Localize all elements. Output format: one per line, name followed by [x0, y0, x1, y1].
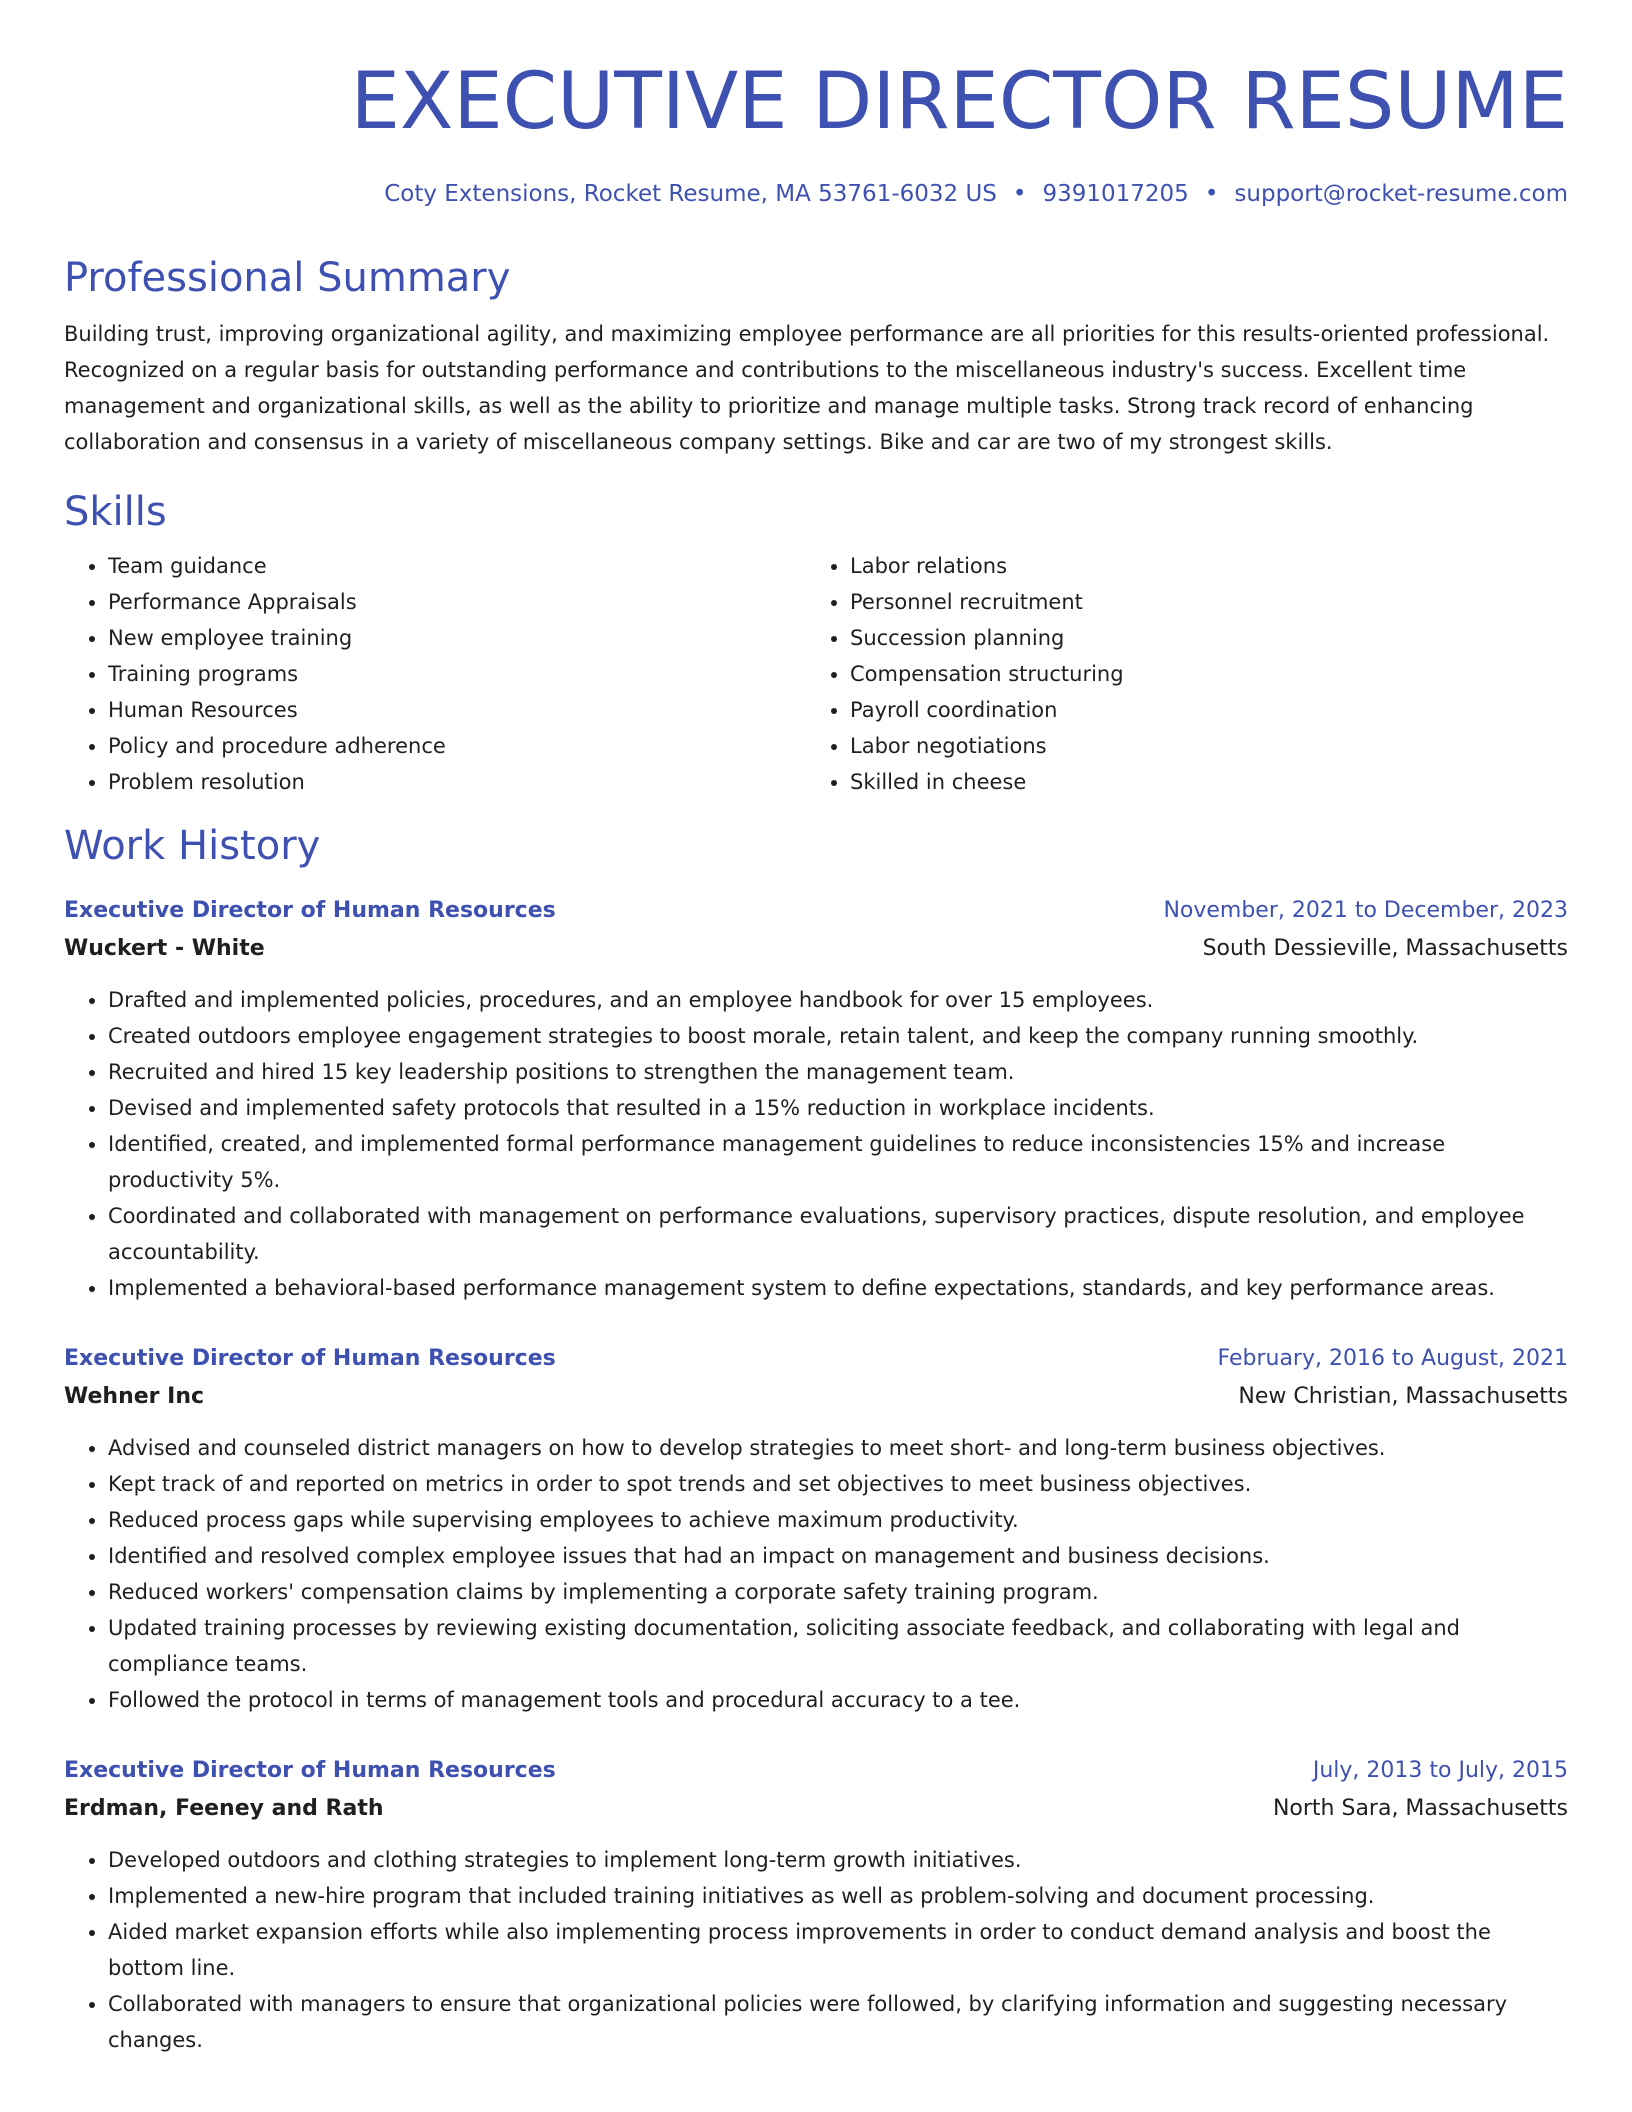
job-bullet: • Aided market expansion efforts while also implementing process improvements in order to conduct demand analysis and boost the bottom line. — [108, 1914, 1568, 1986]
job-company: Wuckert - White — [64, 936, 265, 961]
job-title-row — [64, 892, 1568, 930]
job-bullet: • Identified, created, and implemented formal performance management guidelines to reduce inconsistencies 15% and increase productivity 5%. — [108, 1126, 1568, 1198]
job-location: New Christian, Massachusetts — [1238, 1384, 1568, 1409]
skill-item: • Training programs — [108, 656, 806, 692]
job-location: North Sara, Massachusetts — [1272, 1796, 1568, 1821]
skill-item: • Succession planning — [850, 620, 1548, 656]
job-title: Executive Director of Human Resources — [64, 1346, 556, 1371]
job-company: Erdman, Feeney and Rath — [64, 1796, 384, 1821]
job-bullet: • Reduced process gaps while supervising employees to achieve maximum productivity. — [108, 1502, 1568, 1538]
job-bullet: • Created outdoors employee engagement strategies to boost morale, retain talent, and keep the company running smoothly. — [108, 1018, 1568, 1054]
job-bullet: • Collaborated with managers to ensure that organizational policies were followed, by clarifying information and suggesting necessary changes. — [108, 1986, 1568, 2058]
job-bullet: • Devised and implemented safety protocols that resulted in a 15% reduction in workplace incidents. — [108, 1090, 1568, 1126]
skill-item: • Personnel recruitment — [850, 584, 1548, 620]
job-location: South Dessieville, Massachusetts — [1202, 936, 1568, 961]
job-company-row — [64, 1378, 1568, 1416]
contact-phone[interactable]: 9391017205 — [1042, 181, 1189, 207]
skill-item: • Payroll coordination — [850, 692, 1548, 728]
summary-heading: Professional Summary — [64, 255, 511, 301]
skill-item: • Policy and procedure adherence — [108, 728, 806, 764]
job-bullet: • Followed the protocol in terms of management tools and procedural accuracy to a tee. — [108, 1682, 1568, 1718]
skills-heading: Skills — [64, 489, 167, 535]
job-bullet: • Drafted and implemented policies, procedures, and an employee handbook for over 15 employees. — [108, 982, 1568, 1018]
skill-item: • Team guidance — [108, 548, 806, 584]
job-bullet: • Developed outdoors and clothing strategies to implement long-term growth initiatives. — [108, 1842, 1568, 1878]
summary-text: Building trust, improving organizational agility, and maximizing employee performance are all priorities for this results-oriented professional. Recognized on a regular basis for outstanding performance and contributions to the miscellaneous industry's success. Excellent time management and organizational skills, as well as the ability to prioritize and manage multiple tasks. Strong track record of enhancing collaboration and consensus in a variety of miscellaneous company settings. Bike and car are two of my strongest skills. — [64, 322, 1550, 454]
job-dates: February, 2016 to August, 2021 — [1217, 1346, 1568, 1371]
skill-item: • Problem resolution — [108, 764, 806, 800]
job-bullet: • Implemented a behavioral-based performance management system to define expectations, standards, and key performance areas. — [108, 1270, 1568, 1306]
job-entry — [64, 1340, 1568, 1718]
skill-item: • New employee training — [108, 620, 806, 656]
job-company: Wehner Inc — [64, 1384, 205, 1409]
job-entry — [64, 892, 1568, 1306]
job-bullet: • Reduced workers' compensation claims by implementing a corporate safety training program. — [108, 1574, 1568, 1610]
skill-item: • Skilled in cheese — [850, 764, 1548, 800]
contact-separator: • — [1204, 181, 1219, 207]
job-title-row — [64, 1340, 1568, 1378]
job-bullet: • Advised and counseled district managers on how to develop strategies to meet short- and long-term business objectives. — [108, 1430, 1568, 1466]
resume-title: EXECUTIVE DIRECTOR RESUME — [350, 57, 1568, 147]
skills-list — [64, 548, 1568, 800]
job-dates: July, 2013 to July, 2015 — [1312, 1758, 1568, 1783]
job-company-row — [64, 930, 1568, 968]
job-title-row — [64, 1752, 1568, 1790]
job-bullet: • Updated training processes by reviewing existing documentation, soliciting associate feedback, and collaborating with legal and compliance teams. — [108, 1610, 1568, 1682]
contact-email[interactable]: support@rocket-resume.com — [1234, 181, 1568, 207]
job-bullets — [64, 1430, 1568, 1718]
contact-address: Coty Extensions, Rocket Resume, MA 53761-6032 US — [384, 181, 997, 207]
skills-column-left — [64, 548, 806, 800]
skill-item: • Human Resources — [108, 692, 806, 728]
job-bullet: • Recruited and hired 15 key leadership positions to strengthen the management team. — [108, 1054, 1568, 1090]
skill-item: • Compensation structuring — [850, 656, 1548, 692]
resume-page — [64, 0, 1568, 2058]
job-bullet: • Coordinated and collaborated with management on performance evaluations, supervisory practices, dispute resolution, and employee accountability. — [108, 1198, 1568, 1270]
job-entry — [64, 1752, 1568, 2058]
skill-item: • Labor relations — [850, 548, 1548, 584]
contact-line — [64, 178, 1568, 210]
skills-column-right — [806, 548, 1548, 800]
job-bullet: • Kept track of and reported on metrics in order to spot trends and set objectives to meet business objectives. — [108, 1466, 1568, 1502]
job-company-row — [64, 1790, 1568, 1828]
job-bullet: • Identified and resolved complex employee issues that had an impact on management and business decisions. — [108, 1538, 1568, 1574]
job-title: Executive Director of Human Resources — [64, 1758, 556, 1783]
job-bullet: • Implemented a new-hire program that included training initiatives as well as problem-solving and document processing. — [108, 1878, 1568, 1914]
work-history-heading: Work History — [64, 823, 321, 869]
job-title: Executive Director of Human Resources — [64, 898, 556, 923]
contact-separator: • — [1012, 181, 1027, 207]
job-bullets — [64, 1842, 1568, 2058]
job-dates: November, 2021 to December, 2023 — [1163, 898, 1568, 923]
skill-item: • Labor negotiations — [850, 728, 1548, 764]
job-bullets — [64, 982, 1568, 1306]
skill-item: • Performance Appraisals — [108, 584, 806, 620]
